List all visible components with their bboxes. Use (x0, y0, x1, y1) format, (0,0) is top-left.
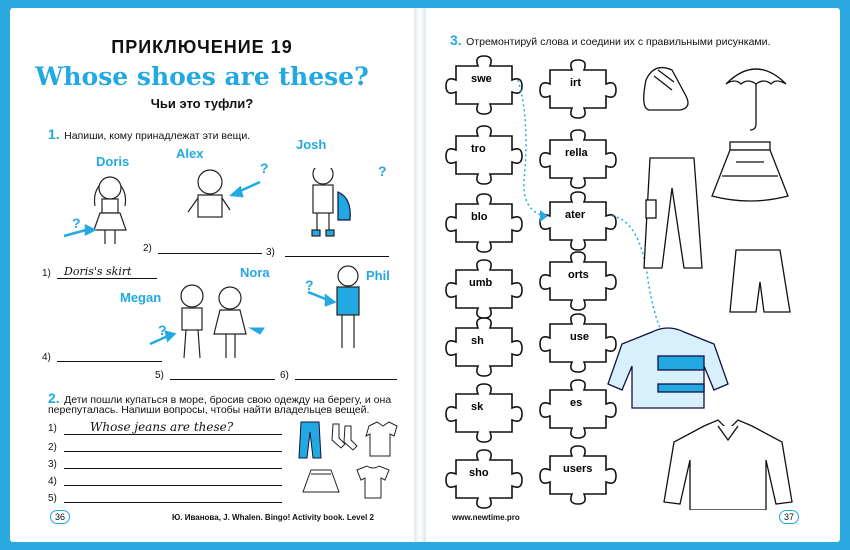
task1-number: 1. (48, 126, 60, 142)
task3-number: 3. (450, 32, 462, 48)
puzzle-area (440, 50, 840, 510)
question-mark: ? (158, 322, 167, 338)
question-line-1[interactable] (64, 434, 282, 435)
name-alex: Alex (176, 146, 204, 161)
task3-header (450, 32, 770, 50)
piece-ater[interactable]: ater (565, 209, 586, 221)
piece-sh[interactable]: sh (471, 335, 484, 347)
shirt-icon (366, 422, 397, 456)
question-mark: ? (305, 277, 314, 293)
answer-number: 4) (48, 476, 57, 487)
question-line-5[interactable] (64, 502, 282, 503)
shorts-icon (730, 250, 790, 312)
answer-line-2[interactable] (158, 253, 262, 254)
answer-number: 5) (155, 370, 164, 381)
mixed-clothes-illustration (295, 418, 400, 508)
question-mark: ? (72, 215, 81, 231)
piece-tro[interactable]: tro (471, 143, 486, 155)
doris-figure (94, 177, 126, 244)
answer-line-3[interactable] (285, 256, 389, 257)
name-nora: Nora (240, 265, 270, 280)
name-phil: Phil (366, 268, 390, 283)
page-number-right: 37 (779, 510, 799, 524)
name-doris: Doris (96, 154, 130, 169)
answer-number: 1) (48, 423, 57, 434)
josh-figure (312, 168, 350, 236)
question-text-1: Whose jeans are these? (90, 420, 234, 434)
task2-number: 2. (48, 390, 60, 406)
piece-irt[interactable]: irt (570, 77, 581, 89)
piece-sho[interactable]: sho (469, 467, 489, 479)
shoes-icon (644, 68, 688, 110)
piece-blo[interactable]: blo (471, 211, 488, 223)
task3-instruction: Отремонтируй слова и соедини их с правильными рисунками. (466, 36, 771, 48)
megan-nora-figures (181, 285, 246, 358)
question-line-3[interactable] (64, 468, 282, 469)
answer-number: 3) (48, 459, 57, 470)
answer-line-4[interactable] (57, 361, 162, 362)
lesson-title: ПРИКЛЮЧЕНИЕ 19 (111, 37, 293, 57)
question-mark: ? (378, 163, 387, 179)
answer-number: 4) (42, 352, 51, 363)
answer-line-1[interactable] (57, 278, 157, 279)
question-mark: ? (260, 160, 269, 176)
task1-instruction: Напиши, кому принадлежат эти вещи. (64, 130, 251, 142)
answer-number: 1) (42, 268, 51, 279)
footer-book-info: Ю. Иванова, J. Whalen. Bingo! Activity book. Level 2 (172, 513, 374, 522)
cap-icon (250, 328, 264, 334)
answer-line-6[interactable] (295, 379, 397, 380)
tshirt-icon (357, 466, 389, 498)
umbrella-icon (726, 69, 786, 130)
answer-line-5[interactable] (170, 379, 275, 380)
answer-number: 2) (143, 243, 152, 254)
skirt-icon (303, 470, 339, 492)
answer-number: 5) (48, 493, 57, 504)
name-megan: Megan (120, 290, 162, 305)
page-number-left: 36 (50, 510, 70, 524)
task2-instruction-line1: Дети пошли купаться в море, бросив свою одежду на берегу, и она (64, 394, 392, 406)
answer-number: 2) (48, 442, 57, 453)
skirt-icon (712, 142, 788, 201)
sub-title: Чьи это туфли? (150, 96, 254, 111)
sweater-icon (608, 328, 728, 408)
question-line-2[interactable] (64, 451, 282, 452)
phil-figure (337, 266, 359, 348)
piece-swe[interactable]: swe (471, 73, 492, 85)
blouse-icon (664, 420, 792, 510)
jeans-icon (299, 422, 321, 458)
piece-sk[interactable]: sk (471, 401, 484, 413)
book-spine (414, 8, 426, 542)
piece-users[interactable]: users (563, 463, 593, 475)
trousers-icon (644, 158, 702, 268)
answer-text-1: Doris's skirt (64, 265, 132, 278)
answer-number: 6) (280, 370, 289, 381)
answer-number: 3) (266, 247, 275, 258)
task2-instruction-line2: перепуталась. Напиши вопросы, чтобы найти владельцев вещей. (48, 404, 370, 416)
name-josh: Josh (296, 137, 327, 152)
piece-umb[interactable]: umb (469, 277, 493, 289)
main-title: Whose shoes are these? (35, 62, 369, 91)
piece-es[interactable]: es (570, 397, 583, 409)
footer-url: www.newtime.pro (452, 513, 520, 522)
socks-icon (332, 424, 357, 450)
question-line-4[interactable] (64, 485, 282, 486)
alex-figure (188, 170, 230, 217)
piece-use[interactable]: use (570, 331, 589, 343)
piece-rella[interactable]: rella (565, 147, 588, 159)
task1-header (48, 126, 250, 144)
piece-orts[interactable]: orts (568, 269, 589, 281)
